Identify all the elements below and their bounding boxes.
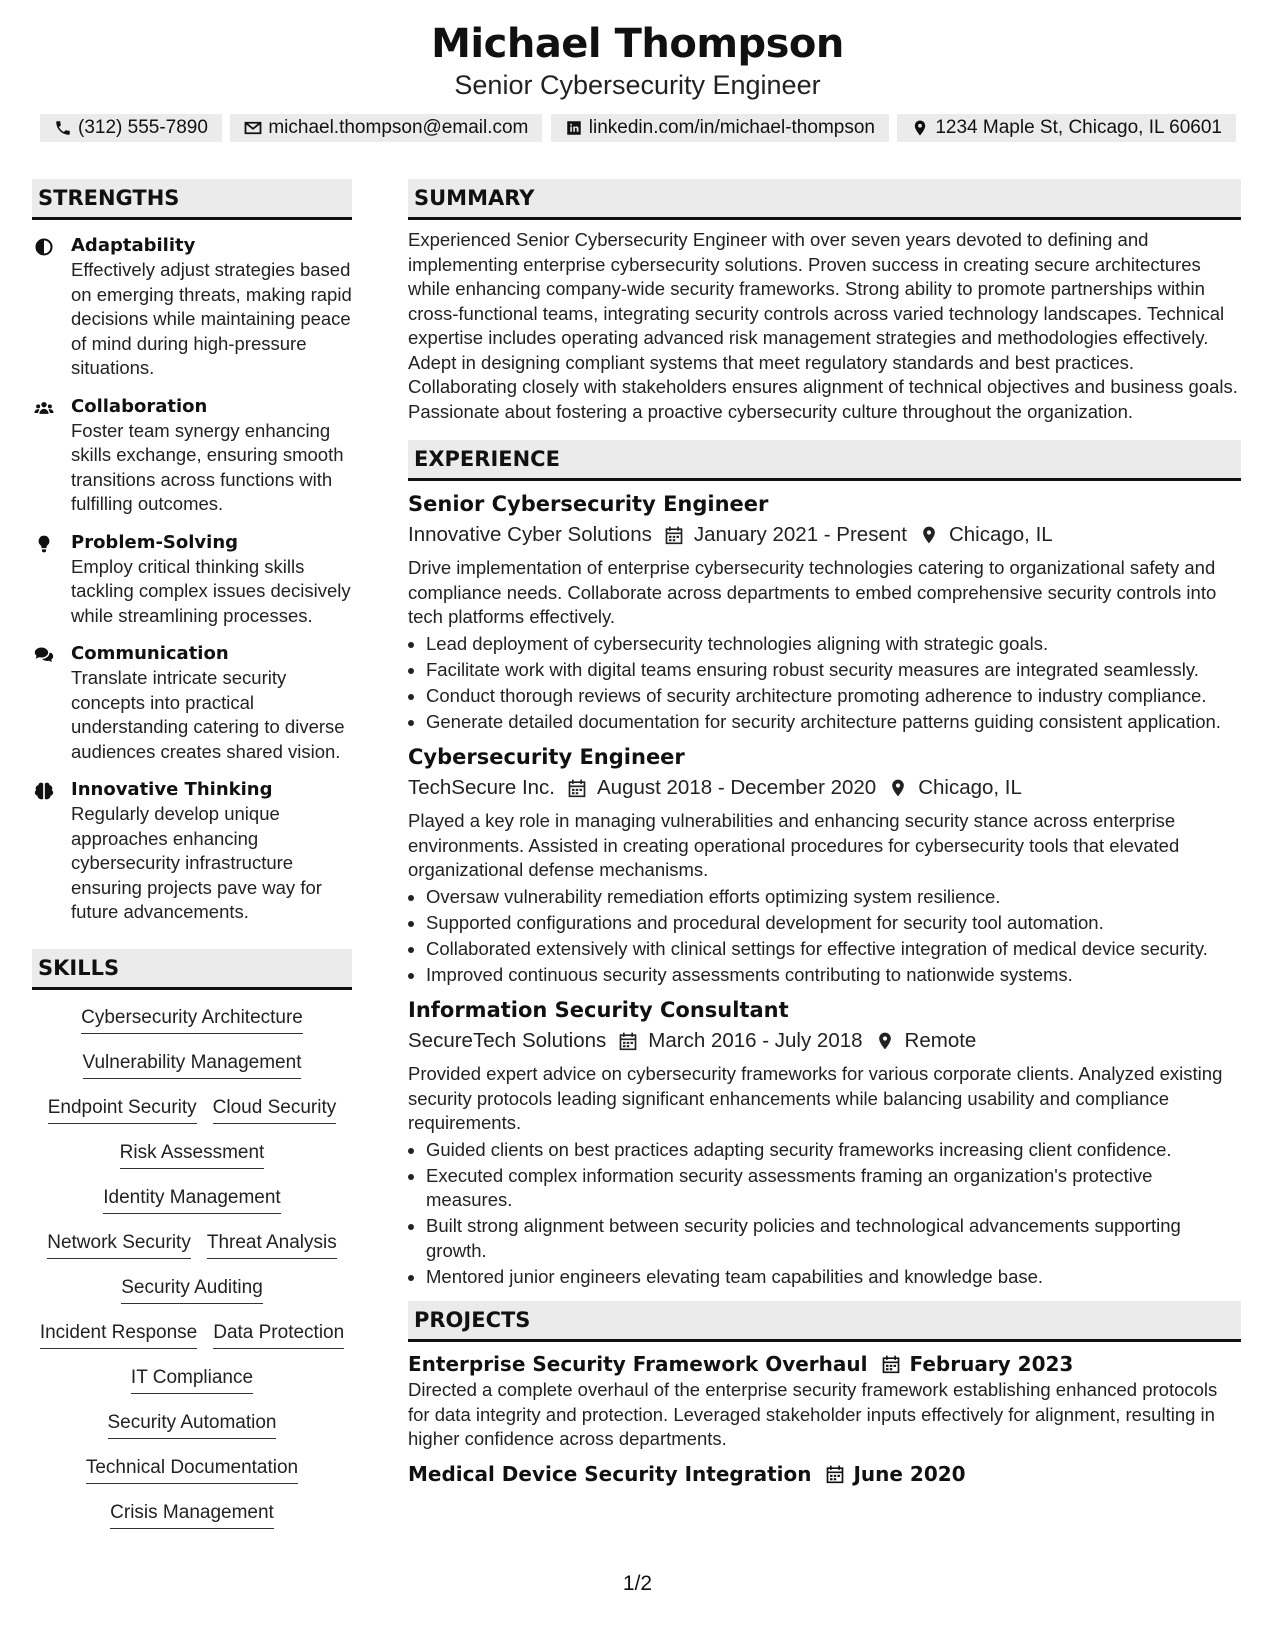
skill-tag: Threat Analysis xyxy=(207,1231,337,1259)
calendar-icon xyxy=(825,1464,845,1484)
resume-header xyxy=(0,18,1275,102)
bullet-item: • Oversaw vulnerability remediation efforts optimizing system resilience. xyxy=(426,885,1241,910)
job-description: Provided expert advice on cybersecurity frameworks for various corporate clients. Analyzed existing security protocols leading significant enhancements while balancing usability and compliance requirements. xyxy=(408,1063,1223,1133)
strength-item xyxy=(32,395,352,517)
job-dates: August 2018 - December 2020 xyxy=(597,776,877,799)
address-text: 1234 Maple St, Chicago, IL 60601 xyxy=(935,117,1222,138)
skill-row xyxy=(32,1321,352,1366)
bullet-item: • Executed complex information security assessments framing an organization's protective measures. xyxy=(426,1164,1241,1213)
bullet-item: • Guided clients on best practices adapting security frameworks increasing client confidence. xyxy=(426,1138,1241,1163)
job-meta xyxy=(408,773,1241,803)
skill-tag: Cloud Security xyxy=(213,1096,337,1124)
strength-desc: Translate intricate security concepts into practical understanding catering to diverse audiences creates shared vision. xyxy=(71,667,345,762)
skill-tag: Crisis Management xyxy=(110,1501,274,1529)
bullet-item: • Mentored junior engineers elevating team capabilities and knowledge base. xyxy=(426,1265,1241,1290)
strength-desc: Effectively adjust strategies based on emerging threats, making rapid decisions while maintaining peace of mind during high-pressure situations. xyxy=(71,259,352,378)
email-text: michael.thompson@email.com xyxy=(268,117,529,138)
job-description: Drive implementation of enterprise cybersecurity technologies catering to organizational safety and compliance needs. Collaborate across departments to embed comprehensive security controls into tech platforms effectively. xyxy=(408,557,1217,627)
job-meta xyxy=(408,520,1241,550)
page-number: 1/2 xyxy=(622,1572,653,1595)
summary-text: Experienced Senior Cybersecurity Engineer with over seven years devoted to defining and implementing enterprise cybersecurity solutions. Proven success in creating secure architectures while enhancing company-wide security frameworks. Strong ability to promote partnerships within cross-functional teams, integrating security controls across varied technology landscapes. Technical expertise includes operating advanced risk management strategies and methodologies effectively. Adept in designing compliant systems that meet regulatory standards and best practices. Collaborating closely with stakeholders ensures alignment of technical objectives and business goals. Passionate about fostering a proactive cybersecurity culture throughout the organization. xyxy=(408,229,1238,422)
linkedin-icon xyxy=(565,119,583,137)
contact-linkedin[interactable] xyxy=(551,114,889,142)
project-date: June 2020 xyxy=(853,1461,966,1486)
skill-row xyxy=(123,1366,261,1411)
lightbulb-icon xyxy=(34,534,54,554)
project-entry xyxy=(408,1350,1241,1452)
map-pin-icon xyxy=(875,1031,895,1051)
job-dates: January 2021 - Present xyxy=(693,523,907,546)
projects-heading: PROJECTS xyxy=(408,1301,1241,1342)
job-location: Remote xyxy=(904,1029,977,1052)
skill-row xyxy=(39,1231,345,1276)
skill-row xyxy=(102,1501,282,1546)
strength-desc: Regularly develop unique approaches enhancing cybersecurity infrastructure ensuring projects pave way for future advancements. xyxy=(71,803,322,922)
phone-text: (312) 555-7890 xyxy=(78,117,208,138)
skill-row xyxy=(40,1096,344,1141)
candidate-name: Michael Thompson xyxy=(431,21,844,67)
bullet-item: • Lead deployment of cybersecurity technologies aligning with strategic goals. xyxy=(426,632,1241,657)
job-entry xyxy=(408,743,1241,987)
bullet-item: • Generate detailed documentation for security architecture patterns guiding consistent application. xyxy=(426,710,1241,735)
map-pin-icon xyxy=(888,778,908,798)
bullet-item: • Improved continuous security assessments contributing to nationwide systems. xyxy=(426,963,1241,988)
project-entry xyxy=(408,1460,1241,1488)
skill-tag: Technical Documentation xyxy=(86,1456,298,1484)
skill-tag: Security Auditing xyxy=(121,1276,263,1304)
project-header xyxy=(408,1350,1241,1378)
phone-icon xyxy=(54,119,72,137)
summary-heading: SUMMARY xyxy=(408,179,1241,220)
skill-tag: Data Protection xyxy=(213,1321,344,1349)
strengths-heading: STRENGTHS xyxy=(32,179,352,220)
strength-desc: Foster team synergy enhancing skills exchange, ensuring smooth transitions across functions with fulfilling outcomes. xyxy=(71,419,344,514)
skill-tag: Security Automation xyxy=(108,1411,277,1439)
job-title: Cybersecurity Engineer xyxy=(408,745,685,769)
skills-list xyxy=(32,1006,352,1546)
skill-row xyxy=(100,1411,285,1456)
project-description: Directed a complete overhaul of the enterprise security framework establishing enhanced protocols for data integrity and protection. Leveraged stakeholder inputs effectively for alignment, resulting in higher confidence across departments. xyxy=(408,1379,1218,1449)
contact-address xyxy=(897,114,1236,142)
job-title: Information Security Consultant xyxy=(408,998,789,1022)
strength-name: Communication xyxy=(71,643,229,664)
contact-phone[interactable] xyxy=(40,114,222,142)
skill-row xyxy=(75,1051,310,1096)
brain-icon xyxy=(34,781,54,801)
job-bullets xyxy=(408,632,1241,735)
bullet-item: • Facilitate work with digital teams ensuring robust security measures are integrated seamlessly. xyxy=(426,658,1241,683)
bullet-item: • Supported configurations and procedural development for security tool automation. xyxy=(426,911,1241,936)
strength-item xyxy=(32,642,352,764)
strength-name: Adaptability xyxy=(71,235,196,256)
job-company: SecureTech Solutions xyxy=(408,1029,607,1052)
contact-email[interactable] xyxy=(230,114,542,142)
users-icon xyxy=(34,398,54,418)
skill-row xyxy=(112,1141,273,1186)
candidate-title: Senior Cybersecurity Engineer xyxy=(454,70,821,100)
project-title: Medical Device Security Integration xyxy=(408,1461,812,1486)
linkedin-text: linkedin.com/in/michael-thompson xyxy=(588,117,875,138)
calendar-icon xyxy=(881,1354,901,1374)
job-dates: March 2016 - July 2018 xyxy=(648,1029,863,1052)
job-bullets xyxy=(408,1138,1241,1290)
job-entry xyxy=(408,490,1241,734)
skill-row xyxy=(78,1456,306,1501)
comments-icon xyxy=(34,645,54,665)
skill-tag: Network Security xyxy=(47,1231,191,1259)
strength-name: Collaboration xyxy=(71,395,208,417)
strength-name: Problem-Solving xyxy=(71,531,239,553)
job-title: Senior Cybersecurity Engineer xyxy=(408,492,769,516)
bullet-item: • Built strong alignment between security policies and technological advancements supporting growth. xyxy=(426,1214,1241,1263)
strength-item xyxy=(32,531,352,629)
skill-row xyxy=(113,1276,271,1321)
skill-tag: Risk Assessment xyxy=(120,1141,265,1169)
experience-heading: EXPERIENCE xyxy=(408,440,1241,481)
job-company: Innovative Cyber Solutions xyxy=(408,523,652,546)
project-header xyxy=(408,1460,1241,1488)
job-description: Played a key role in managing vulnerabilities and enhancing security stance across enterprise environments. Assisted in creating operational procedures for cybersecurity tools that elevated organizational defense mechanisms. xyxy=(408,810,1180,880)
strength-name: Innovative Thinking xyxy=(71,779,273,800)
job-entry xyxy=(408,996,1241,1289)
map-pin-icon xyxy=(919,525,939,545)
half-circle-icon xyxy=(34,237,54,257)
strength-item xyxy=(32,778,352,925)
job-location: Chicago, IL xyxy=(918,776,1022,799)
skill-tag: Cybersecurity Architecture xyxy=(81,1006,303,1034)
bullet-item: • Collaborated extensively with clinical settings for effective integration of medical device security. xyxy=(426,937,1241,962)
job-meta xyxy=(408,1026,1241,1056)
envelope-icon xyxy=(244,119,262,137)
job-bullets xyxy=(408,885,1241,988)
skill-tag: Identity Management xyxy=(103,1186,280,1214)
left-column xyxy=(32,179,352,1546)
skill-tag: IT Compliance xyxy=(131,1366,253,1394)
calendar-icon xyxy=(567,778,587,798)
right-column xyxy=(408,179,1241,1488)
contact-bar xyxy=(40,114,1236,142)
project-title: Enterprise Security Framework Overhaul xyxy=(408,1352,868,1376)
skill-row xyxy=(95,1186,288,1231)
skill-tag: Vulnerability Management xyxy=(83,1051,302,1079)
skill-tag: Endpoint Security xyxy=(48,1096,197,1124)
skill-row xyxy=(73,1006,311,1051)
skill-tag: Incident Response xyxy=(40,1321,197,1349)
strength-item xyxy=(32,234,352,381)
calendar-icon xyxy=(664,525,684,545)
project-date: February 2023 xyxy=(909,1352,1074,1376)
bullet-item: • Conduct thorough reviews of security architecture promoting adherence to industry compliance. xyxy=(426,684,1241,709)
skills-heading: SKILLS xyxy=(32,949,352,990)
strength-desc: Employ critical thinking skills tackling complex issues decisively while streamlining processes. xyxy=(71,555,351,626)
job-company: TechSecure Inc. xyxy=(408,776,555,799)
map-pin-icon xyxy=(911,119,929,137)
job-location: Chicago, IL xyxy=(948,523,1053,546)
calendar-icon xyxy=(618,1031,638,1051)
